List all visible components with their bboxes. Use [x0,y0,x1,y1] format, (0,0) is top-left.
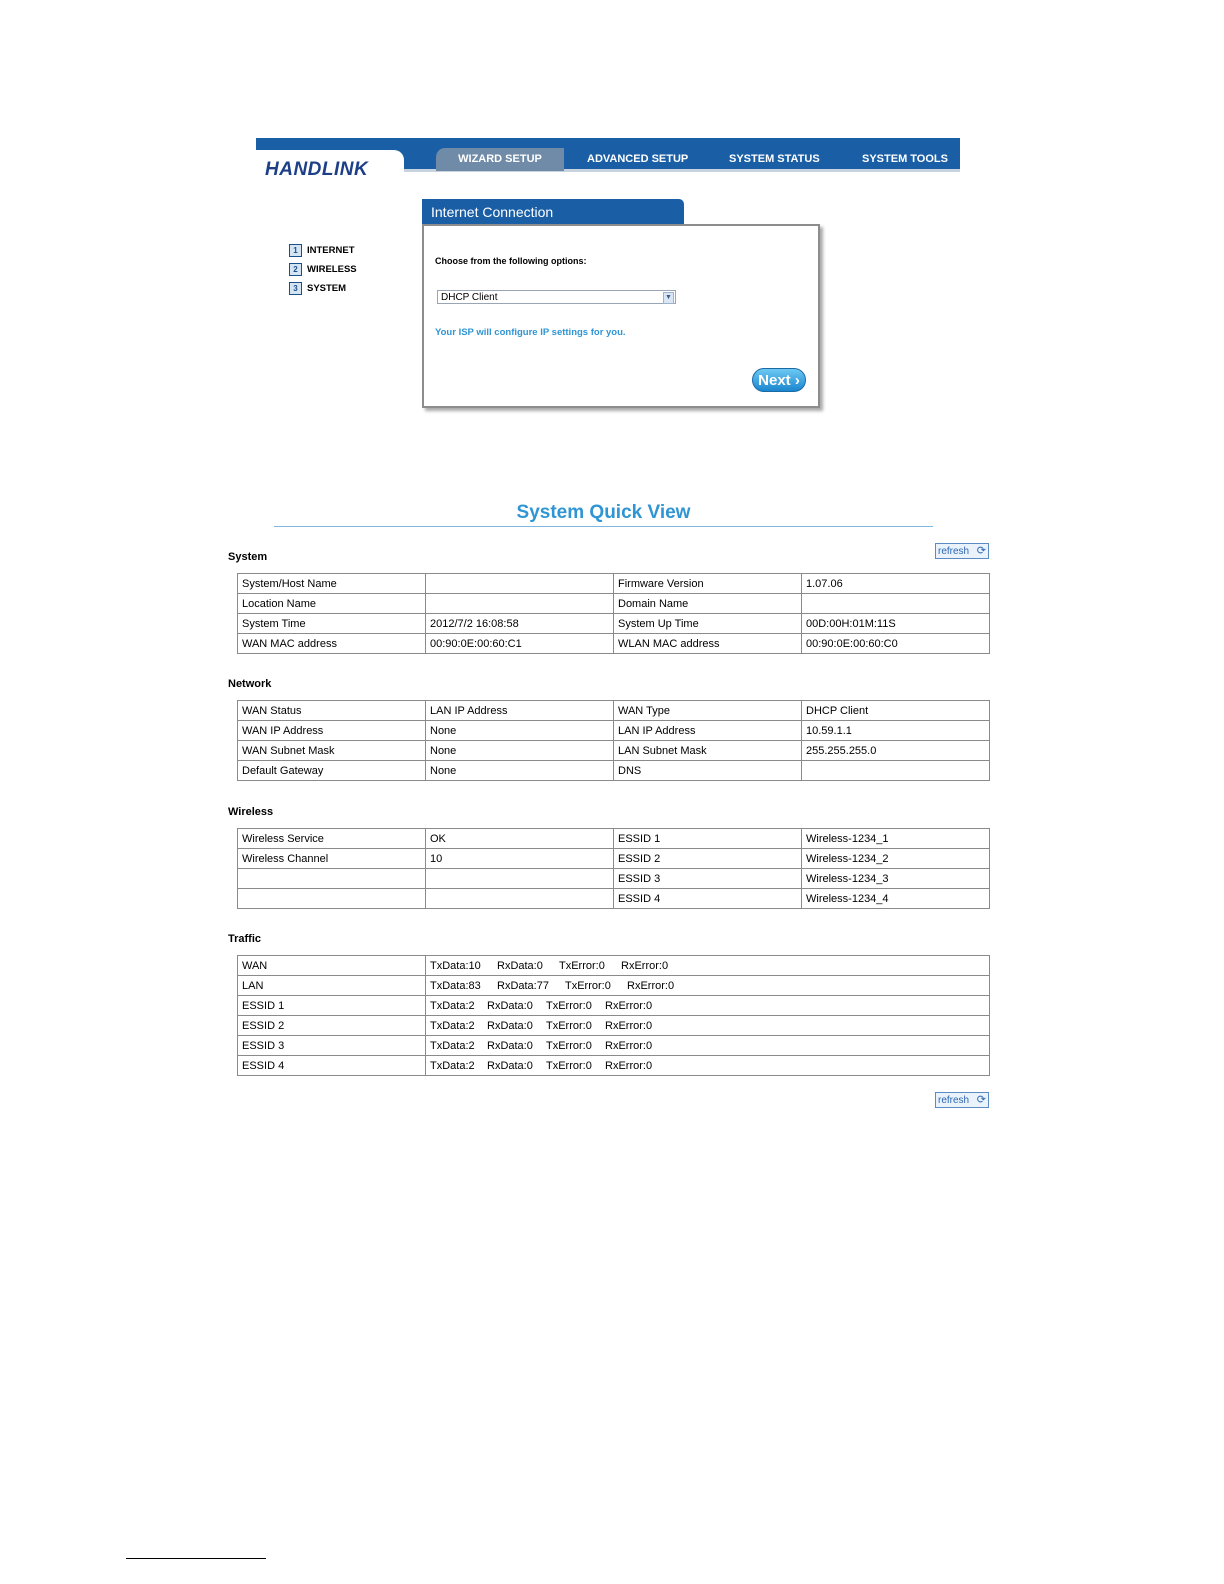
title-divider [274,526,933,527]
tx-data: TxData:2 [430,1039,475,1052]
cell: Wireless-1234_2 [802,849,990,869]
cell: LAN [238,976,426,996]
cell: ESSID 3 [614,869,802,889]
tx-error: TxError:0 [546,1019,592,1032]
cell: Domain Name [614,594,802,614]
cell: System Up Time [614,614,802,634]
network-table [237,700,990,781]
top-navbar [256,138,960,180]
traffic-stats [426,1036,990,1056]
table-row [238,1016,990,1036]
cell: System/Host Name [238,574,426,594]
tx-data: TxData:2 [430,1019,475,1032]
step-label: WIRELESS [307,264,357,275]
internet-connection-panel [422,224,820,408]
tx-data: TxData:83 [430,979,481,992]
panel-hint: Your ISP will configure IP settings for you. [435,327,626,338]
tx-error: TxError:0 [559,959,605,972]
cell: None [426,761,614,781]
table-row [238,634,990,654]
cell: 2012/7/2 16:08:58 [426,614,614,634]
cell: Firmware Version [614,574,802,594]
cell: 1.07.06 [802,574,990,594]
next-label: Next [758,372,791,389]
section-title-system: System [228,551,268,563]
rx-error: RxError:0 [605,999,653,1012]
cell: Default Gateway [238,761,426,781]
chevron-down-icon[interactable]: ▼ [663,292,674,304]
cell: Location Name [238,594,426,614]
tx-error: TxError:0 [546,1059,592,1072]
cell: WAN IP Address [238,721,426,741]
refresh-icon: ⟳ [976,1094,986,1106]
cell [426,889,614,909]
rx-data: RxData:77 [497,979,549,992]
traffic-stats [426,1056,990,1076]
tx-error: TxError:0 [546,999,592,1012]
table-row [238,594,990,614]
tx-data: TxData:10 [430,959,481,972]
cell: 10.59.1.1 [802,721,990,741]
cell: ESSID 4 [238,1056,426,1076]
wizard-step-system[interactable] [289,279,357,298]
chevron-right-icon: › [790,372,800,389]
cell: Wireless Channel [238,849,426,869]
tx-error: TxError:0 [546,1039,592,1052]
next-button[interactable] [752,368,806,392]
cell: ESSID 3 [238,1036,426,1056]
rx-error: RxError:0 [605,1059,653,1072]
table-row [238,614,990,634]
cell: None [426,721,614,741]
traffic-stats [426,976,990,996]
footnote-divider [126,1558,266,1559]
select-value: DHCP Client [441,292,498,303]
table-row [238,996,990,1016]
section-title-wireless: Wireless [228,806,274,818]
table-row [238,721,990,741]
cell: Wireless-1234_1 [802,829,990,849]
cell: ESSID 2 [614,849,802,869]
step-number-badge: 2 [289,263,302,276]
cell: Wireless-1234_4 [802,889,990,909]
cell: 00D:00H:01M:11S [802,614,990,634]
cell: OK [426,829,614,849]
rx-data: RxData:0 [487,1019,533,1032]
refresh-label: refresh [938,546,970,557]
cell: ESSID 1 [614,829,802,849]
cell: DHCP Client [802,701,990,721]
system-table [237,573,990,654]
refresh-label: refresh [938,1095,970,1106]
traffic-stats [426,956,990,976]
wizard-step-wireless[interactable] [289,260,357,279]
cell: LAN IP Address [614,721,802,741]
table-row [238,761,990,781]
refresh-icon: ⟳ [976,545,986,557]
cell [802,594,990,614]
cell: WAN Type [614,701,802,721]
traffic-stats [426,1016,990,1036]
cell: Wireless-1234_3 [802,869,990,889]
section-title-network: Network [228,678,272,690]
cell: 255.255.255.0 [802,741,990,761]
cell: WAN Subnet Mask [238,741,426,761]
cell: LAN Subnet Mask [614,741,802,761]
rx-error: RxError:0 [627,979,675,992]
tx-error: TxError:0 [565,979,611,992]
handlink-logo: HANDLINK [265,159,369,180]
tab-advanced-setup[interactable]: ADVANCED SETUP [587,153,689,165]
cell [802,761,990,781]
cell: WLAN MAC address [614,634,802,654]
wireless-table [237,828,990,909]
wizard-step-menu [289,241,357,298]
cell: ESSID 1 [238,996,426,1016]
table-row [238,574,990,594]
cell: 10 [426,849,614,869]
section-title-traffic: Traffic [228,933,262,945]
table-row [238,869,990,889]
table-row [238,889,990,909]
cell [426,594,614,614]
connection-type-select[interactable] [437,290,676,304]
cell: Wireless Service [238,829,426,849]
cell: 00:90:0E:00:60:C1 [426,634,614,654]
cell: System Time [238,614,426,634]
step-number-badge: 3 [289,282,302,295]
tx-data: TxData:2 [430,999,475,1012]
tab-wizard-setup[interactable]: WIZARD SETUP [436,148,564,171]
cell: WAN Status [238,701,426,721]
cell: DNS [614,761,802,781]
cell: ESSID 4 [614,889,802,909]
panel-title: Internet Connection [422,199,684,224]
rx-data: RxData:0 [487,1059,533,1072]
step-number-badge: 1 [289,244,302,257]
cell [426,574,614,594]
cell [238,889,426,909]
table-row [238,976,990,996]
wizard-step-internet[interactable] [289,241,357,260]
refresh-button-top[interactable] [935,543,989,559]
traffic-table [237,955,990,1076]
table-row [238,829,990,849]
cell: ESSID 2 [238,1016,426,1036]
rx-error: RxError:0 [605,1039,653,1052]
traffic-stats [426,996,990,1016]
rx-error: RxError:0 [605,1019,653,1032]
rx-data: RxData:0 [487,1039,533,1052]
cell: 00:90:0E:00:60:C0 [802,634,990,654]
cell: WAN [238,956,426,976]
cell [426,869,614,889]
cell: WAN MAC address [238,634,426,654]
cell: LAN IP Address [426,701,614,721]
rx-data: RxData:0 [487,999,533,1012]
step-label: SYSTEM [307,283,347,294]
panel-prompt: Choose from the following options: [435,256,587,266]
cell: None [426,741,614,761]
rx-error: RxError:0 [621,959,669,972]
rx-data: RxData:0 [497,959,543,972]
tx-data: TxData:2 [430,1059,475,1072]
table-row [238,956,990,976]
cell [238,869,426,889]
tab-system-tools[interactable]: SYSTEM TOOLS [862,153,948,165]
table-row [238,1036,990,1056]
table-row [238,701,990,721]
quick-view-title: System Quick View [516,502,691,523]
table-row [238,741,990,761]
tab-system-status[interactable]: SYSTEM STATUS [729,153,820,165]
table-row [238,1056,990,1076]
refresh-button-bottom[interactable] [935,1092,989,1108]
table-row [238,849,990,869]
step-label: INTERNET [307,245,355,256]
